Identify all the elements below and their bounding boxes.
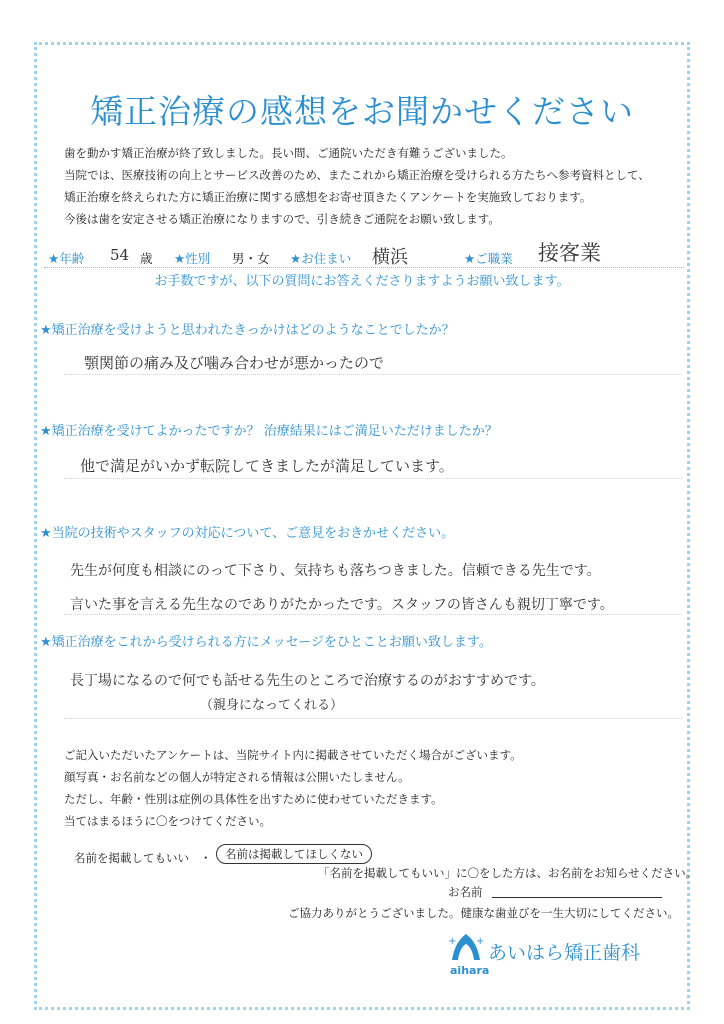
age-label: ★年齢 bbox=[48, 251, 85, 266]
gender-options: 男・女 bbox=[232, 251, 270, 266]
instruction-note: お手数ですが、以下の質問にお答えくださりますようお願い致します。 bbox=[154, 274, 570, 289]
age-unit: 歳 bbox=[140, 251, 153, 266]
footer-line: ただし、年齢・性別は症例の具体性を出すために使わせていただきます。 bbox=[64, 792, 443, 806]
occupation-label: ★ご職業 bbox=[464, 251, 513, 266]
answer-line bbox=[64, 718, 682, 719]
answer-line bbox=[64, 614, 682, 615]
svg-text:+: + bbox=[448, 936, 457, 947]
option-separator: ・ bbox=[200, 851, 212, 865]
residence-label: ★お住まい bbox=[290, 251, 352, 266]
thanks-message: ご協力ありがとうございました。健康な歯並びを一生大切にしてください。 bbox=[288, 906, 679, 920]
name-request: 「名前を掲載してもいい」に〇をした方は、お名前をお知らせください。 bbox=[318, 866, 698, 880]
question-4: ★矯正治療をこれから受けられる方にメッセージをひとことお願い致します。 bbox=[40, 635, 492, 650]
svg-text:+: + bbox=[476, 936, 485, 947]
option-publish: 名前を掲載してもいい bbox=[74, 851, 189, 865]
residence-value: 横浜 bbox=[372, 247, 408, 268]
footer-line: 当てはまるほうに〇をつけてください。 bbox=[64, 814, 271, 828]
age-value: 54 bbox=[110, 246, 130, 264]
tooth-logo-icon bbox=[446, 930, 486, 966]
footer-line: ご記入いただいたアンケートは、当院サイト内に掲載させていただく場合がございます。 bbox=[64, 748, 522, 762]
gender-label: ★性別 bbox=[174, 251, 211, 266]
answer-4-line-1: 長丁場になるので何でも話せる先生のところで治療するのがおすすめです。 bbox=[70, 673, 545, 689]
intro-line: 歯を動かす矯正治療が終了致しました。長い間、ご通院いただき有難うございました。 bbox=[64, 146, 513, 160]
question-3: ★当院の技術やスタッフの対応について、ご意見をおきかせください。 bbox=[40, 526, 455, 541]
occupation-value: 接客業 bbox=[538, 241, 601, 265]
footer-notes bbox=[64, 744, 522, 832]
answer-2: 他で満足がいかず転院してきましたが満足しています。 bbox=[80, 457, 454, 475]
option-no-publish: 名前は掲載してほしくない bbox=[216, 844, 372, 864]
clinic-sub: aihara bbox=[450, 964, 490, 977]
page-title: 矯正治療の感想をお聞かせください bbox=[90, 92, 634, 131]
clinic-name: あいはら矯正歯科 bbox=[488, 942, 641, 964]
answer-1: 顎関節の痛み及び噛み合わせが悪かったので bbox=[84, 354, 385, 372]
intro-line: 今後は歯を安定させる矯正治療になりますので、引き続きご通院をお願い致します。 bbox=[64, 212, 500, 226]
name-field-line bbox=[492, 897, 662, 898]
intro-line: 当院では、医療技術の向上とサービス改善のため、またこれから矯正治療を受けられる方たちへ参考資料として、 bbox=[64, 168, 650, 182]
profile-row bbox=[44, 243, 684, 268]
footer-line: 顔写真・お名前などの個人が特定される情報は公開いたしません。 bbox=[64, 770, 410, 784]
answer-line bbox=[64, 478, 682, 479]
answer-line bbox=[64, 374, 682, 375]
intro-line: 矯正治療を終えられた方に矯正治療に関する感想をお寄せ頂きたくアンケートを実施致しております。 bbox=[64, 190, 592, 204]
answer-3-line-1: 先生が何度も相談にのって下さり、気持ちも落ちつきました。信頼できる先生です。 bbox=[70, 563, 601, 579]
question-2: ★矯正治療を受けてよかったですか？ 治療結果にはご満足いただけましたか？ bbox=[40, 424, 498, 439]
clinic-logo bbox=[446, 930, 666, 982]
intro-text bbox=[64, 142, 684, 230]
answer-4-line-2: （親身になってくれる） bbox=[200, 698, 344, 713]
option-no-publish-circled bbox=[216, 846, 372, 862]
question-1: ★矯正治療を受けようと思われたきっかけはどのようなことでしたか？ bbox=[40, 323, 455, 338]
name-label: お名前 bbox=[448, 885, 483, 899]
answer-3-line-2: 言いた事を言える先生なのでありがたかったです。スタッフの皆さんも親切丁寧です。 bbox=[70, 597, 614, 613]
